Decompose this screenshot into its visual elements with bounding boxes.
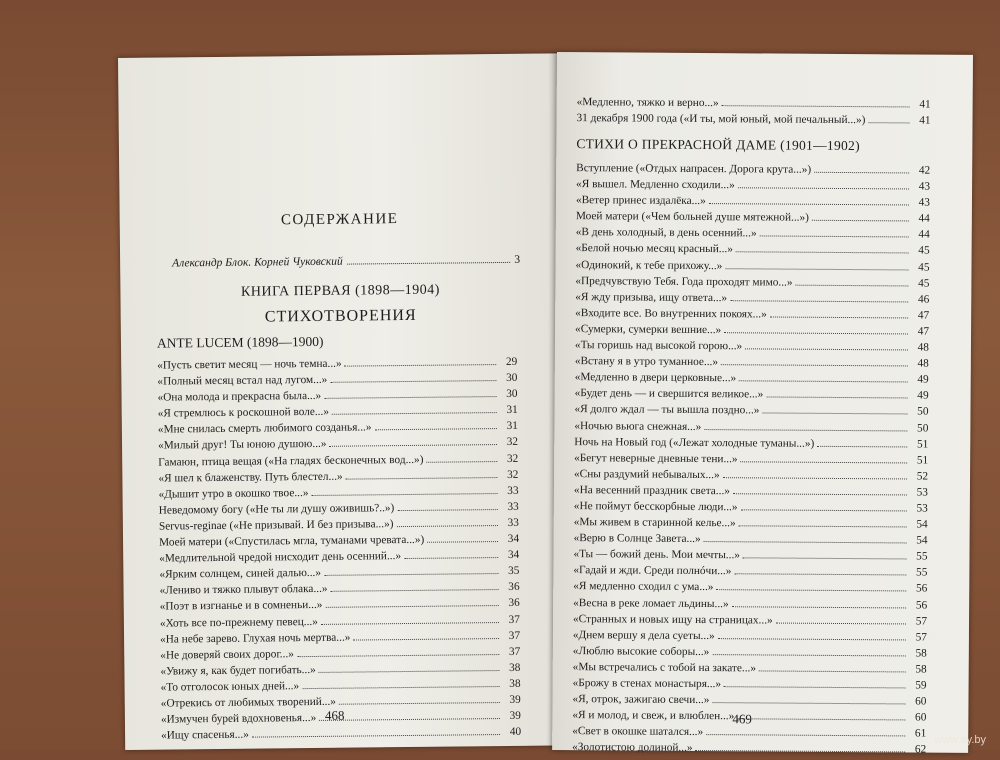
section-title-beautiful-lady: СТИХИ О ПРЕКРАСНОЙ ДАМЕ (1901—1902) (576, 136, 860, 154)
toc-entry-page: 50 (917, 405, 929, 419)
toc-entry-page: 39 (509, 693, 521, 706)
toc-entry-title: «Пусть светит месяц — ночь темна...» (157, 357, 342, 372)
toc-entry-page: 51 (916, 438, 929, 451)
author-entry (172, 254, 520, 270)
dot-leader (704, 429, 907, 431)
toc-entry-page: 34 (507, 532, 520, 545)
toc-entry-title: «Я вышел. Медленно сходили...» (576, 178, 735, 192)
dot-leader (426, 461, 497, 463)
dot-leader (375, 428, 497, 430)
dot-leader (709, 203, 909, 205)
toc-entry-title: «Медленно в двери церковные...» (574, 371, 737, 385)
dot-leader (766, 397, 907, 399)
toc-entry-title: «Верю в Солнце Завета...» (573, 532, 701, 546)
toc-entry-page: 44 (918, 212, 930, 225)
toc-entry-page: 50 (917, 422, 929, 435)
toc-entry-page: 47 (917, 325, 930, 338)
toc-entry-page: 32 (507, 468, 519, 481)
toc-entry-title: «Поэт в изгнанье и в сомненьи...» (159, 599, 323, 613)
toc-entry-title: «Я шел к блаженству. Путь блестел...» (158, 470, 343, 485)
dot-leader (321, 622, 499, 625)
dot-leader (770, 316, 908, 318)
page-number-right: 469 (732, 711, 752, 727)
dot-leader (739, 380, 908, 382)
toc-entry-title: «Я медленно сходил с ума...» (573, 580, 714, 594)
toc-entry-page: 33 (507, 484, 519, 497)
dot-leader (397, 509, 497, 511)
toc-entry-title: «Дышит утро в окошко твое...» (158, 486, 309, 501)
toc-entry-title: 31 декабря 1900 года («И ты, мой юный, мой печальный...») (576, 112, 866, 127)
toc-entry-title: Моей матери («Спустилась мгла, туманами чревата...») (159, 533, 425, 549)
toc-entry-page: 38 (509, 661, 521, 674)
dot-leader (741, 461, 908, 463)
toc-entry-title: «Медленно, тяжко и верно...» (576, 96, 719, 110)
right-top-toc-list (576, 96, 930, 131)
toc-entry-title: «Ты — божий день. Мои мечты...» (573, 548, 740, 562)
toc-entry-title: Servus-reginae («Не призывай. И без призыва...») (158, 518, 394, 533)
dot-leader (868, 122, 909, 123)
toc-entry-page: 58 (915, 663, 927, 676)
dot-leader (347, 262, 511, 265)
toc-entry (576, 112, 930, 131)
dot-leader (730, 300, 908, 302)
toc-entry-title: Ночь на Новый год («Лежат холодные туманы...») (574, 435, 815, 450)
toc-entry-page: 34 (507, 548, 520, 562)
dot-leader (796, 284, 909, 286)
toc-entry-title: «Я жду призыва, ищу ответа...» (575, 290, 728, 304)
toc-entry-page: 36 (508, 581, 520, 594)
toc-entry-title: «Полный месяц встал над лугом...» (157, 373, 328, 388)
toc-entry-page: 45 (918, 261, 930, 274)
toc-entry-page: 57 (915, 631, 927, 644)
dot-leader (324, 573, 498, 576)
toc-entry-title: «Мне снилась смерть любимого созданья...» (157, 421, 372, 436)
toc-entry-title: «Гадай и жди. Среди полнóчи...» (573, 564, 732, 578)
toc-entry-page: 35 (508, 565, 520, 578)
toc-entry-title: «Лениво и тяжко плывут облака...» (159, 583, 328, 597)
toc-entry-page: 37 (508, 629, 521, 642)
dot-leader (722, 105, 910, 107)
dot-leader (759, 670, 906, 672)
toc-entry-page: 38 (509, 677, 521, 690)
watermark: www.ay.by (934, 734, 986, 746)
dot-leader (762, 413, 907, 415)
toc-entry-title: «Ночью вьюга снежная...» (574, 419, 702, 433)
toc-entry-page: 62 (914, 743, 927, 756)
dot-leader (721, 364, 908, 366)
toc-entry-title: «Одинокий, к тебе прихожу...» (575, 258, 723, 272)
toc-entry-title: «Сумерки, сумерки вешние...» (575, 323, 722, 337)
dot-leader (739, 525, 907, 527)
toc-entry (572, 741, 926, 760)
toc-entry-title: «Не поймут бесскорбные люди...» (573, 500, 738, 514)
toc-entry-page: 57 (915, 615, 928, 628)
toc-entry-title: «Весна в реке ломает льдины...» (573, 596, 729, 610)
page-number-left: 468 (324, 707, 345, 723)
toc-entry-page: 44 (918, 228, 930, 241)
toc-entry-title: Гамаюн, птица вещая («На гладях бесконечных вод...») (158, 453, 424, 469)
toc-entry-page: 39 (509, 709, 521, 722)
dot-leader (817, 445, 907, 447)
dot-leader (724, 332, 908, 334)
toc-entry-page: 41 (919, 114, 931, 127)
toc-entry-title: Неведомому богу («Не ты ли душу оживишь?..») (158, 501, 395, 517)
dot-leader (319, 718, 500, 721)
toc-entry-title: «Измучен бурей вдохновенья...» (160, 712, 317, 726)
dot-leader (353, 638, 499, 641)
toc-entry-page: 53 (916, 486, 928, 499)
toc-entry-title: «Не доверяй своих дорог...» (160, 647, 294, 662)
toc-entry-page: 29 (505, 355, 518, 368)
toc-entry-title: «Свет в окошке шатался...» (572, 725, 704, 739)
toc-entry-title: «Встану я в утро туманное...» (574, 355, 719, 369)
dot-leader (329, 445, 497, 448)
dot-leader (725, 268, 908, 270)
dot-leader (776, 622, 906, 624)
toc-entry-title: «Я долго ждал — ты вышла поздно...» (574, 403, 760, 417)
toc-entry-page: 31 (506, 404, 518, 417)
dot-leader (396, 525, 497, 527)
toc-entry-title: «Предчувствую Тебя. Года проходят мимо...» (575, 274, 793, 289)
toc-entry-page: 52 (916, 470, 929, 483)
toc-entry-title: «Ищу спасенья...» (161, 728, 249, 742)
toc-entry-page: 58 (915, 647, 927, 660)
toc-entry-title: «Отрекись от любимых творений...» (160, 695, 337, 710)
toc-entry-page: 32 (506, 452, 519, 465)
toc-entry-page: 56 (915, 582, 928, 596)
right-toc-list (572, 162, 930, 760)
dot-leader (252, 734, 500, 738)
dot-leader (814, 172, 909, 174)
toc-entry-title: «На небе зарево. Глухая ночь мертва...» (160, 631, 351, 646)
dot-leader (324, 396, 496, 399)
toc-entry-title: «На весенний праздник света...» (573, 484, 730, 498)
toc-entry-title: «Я, отрок, зажигаю свечи...» (572, 693, 710, 707)
dot-leader (332, 412, 497, 415)
toc-entry-title: «Люблю высокие соборы...» (572, 644, 710, 658)
toc-entry-page: 33 (507, 500, 519, 513)
toc-entry-page: 37 (508, 613, 520, 626)
toc-entry-page: 41 (919, 98, 931, 111)
dot-leader (345, 364, 497, 367)
toc-entry-page: 30 (506, 388, 518, 401)
toc-entry-title: «Входите все. Во внутренних покоях...» (575, 306, 767, 321)
toc-entry-title: «Днем вершу я дела суеты...» (572, 628, 715, 642)
dot-leader (704, 541, 907, 543)
toc-entry-page: 48 (917, 341, 929, 354)
dot-leader (297, 654, 499, 657)
toc-entry-page: 54 (916, 518, 928, 531)
dot-leader (712, 654, 906, 656)
toc-entry-title: «Будет день — и свершится великое...» (574, 387, 764, 401)
right-page (552, 52, 973, 756)
toc-entry-page: 40 (509, 725, 522, 739)
toc-entry-page: 32 (506, 436, 519, 449)
toc-entry-title: «Ветер принес издалёка...» (575, 194, 706, 208)
toc-entry-page: 54 (916, 534, 928, 547)
left-toc-list (157, 356, 521, 746)
toc-entry-title: «Странных и новых ищу на страницах...» (573, 612, 773, 627)
toc-entry-title: «Я и молод, и свеж, и влюблен...» (572, 709, 735, 723)
toc-entry-page: 45 (918, 277, 930, 290)
toc-entry-page: 55 (916, 566, 928, 579)
toc-entry-page: 60 (915, 695, 927, 708)
toc-entry-title: «Я стремлюсь к роскошной воле...» (157, 406, 330, 420)
toc-entry-page: 43 (918, 180, 931, 193)
dot-leader (743, 558, 907, 560)
dot-leader (696, 750, 906, 752)
toc-entry-title: «Мы живем в старинной келье...» (573, 516, 736, 530)
dot-leader (427, 541, 498, 543)
dot-leader (330, 380, 496, 383)
dot-leader (738, 187, 909, 189)
toc-entry-page: 59 (915, 679, 927, 692)
toc-entry-title: «В день холодный, в день осенний...» (575, 226, 757, 240)
left-page (118, 53, 565, 750)
book-title: КНИГА ПЕРВАЯ (1898—1904) (240, 282, 440, 300)
author-entry-page: 3 (514, 253, 521, 266)
toc-entry-title: «Сны раздумий небывалых...» (574, 467, 720, 481)
toc-entry-title: «Ярким солнцем, синей далью...» (159, 567, 322, 581)
toc-entry-page: 31 (506, 420, 518, 433)
dot-leader (706, 734, 905, 736)
toc-entry-title: «Золотистою долиной...» (572, 741, 693, 755)
dot-leader (737, 718, 905, 720)
dot-leader (812, 220, 909, 222)
toc-entry-title: «Мы встречались с тобой на закате...» (572, 661, 757, 675)
dot-leader (404, 557, 498, 559)
toc-entry-page: 49 (917, 373, 929, 386)
section-title-ante-lucem: ANTE LUCEM (1898—1900) (156, 333, 324, 351)
toc-entry-title: «Она молода и прекрасна была...» (157, 390, 322, 404)
toc-entry-page: 36 (508, 597, 520, 610)
dot-leader (716, 590, 906, 592)
toc-entry-page: 37 (508, 645, 521, 658)
author-entry-text: Александр Блок. Корней Чуковский (172, 255, 343, 270)
dot-leader (712, 702, 905, 704)
toc-entry-page: 46 (917, 293, 930, 306)
dot-leader (339, 702, 500, 705)
contents-heading: СОДЕРЖАНИЕ (280, 211, 399, 229)
dot-leader (718, 638, 906, 640)
poems-title: СТИХОТВОРЕНИЯ (264, 306, 417, 326)
dot-leader (346, 477, 498, 480)
toc-entry-page: 55 (916, 550, 928, 563)
toc-entry-page: 30 (506, 371, 518, 385)
toc-entry-title: «Хоть все по-прежнему певец...» (159, 615, 318, 630)
toc-entry-page: 53 (916, 502, 928, 515)
dot-leader (745, 348, 908, 350)
dot-leader (325, 605, 498, 608)
toc-entry-page: 45 (918, 244, 930, 258)
toc-entry-page: 49 (917, 389, 929, 402)
toc-entry-title: «Медлительной чредой нисходит день осенний...» (159, 550, 402, 565)
dot-leader (733, 493, 907, 495)
toc-entry (161, 726, 521, 746)
dot-leader (331, 589, 499, 592)
toc-entry-title: «Увижу я, как будет погибать...» (160, 663, 316, 678)
toc-entry-page: 47 (917, 309, 930, 322)
toc-entry-page: 43 (918, 196, 930, 209)
dot-leader (311, 493, 497, 496)
dot-leader (734, 574, 906, 576)
toc-entry-page: 42 (918, 164, 931, 177)
toc-entry-page: 60 (915, 711, 927, 724)
dot-leader (724, 686, 906, 688)
toc-entry-page: 61 (914, 727, 927, 740)
toc-entry-title: Вступление («Отдых напрасен. Дорога крута...») (576, 162, 812, 176)
toc-entry-page: 51 (916, 454, 929, 467)
dot-leader (760, 236, 909, 238)
dot-leader (723, 477, 907, 479)
toc-entry-title: «Бегут неверные дневные тени...» (574, 451, 738, 465)
dot-leader (732, 606, 906, 608)
toc-entry-page: 56 (915, 599, 928, 612)
toc-entry-title: Моей матери («Чем больней душе мятежной...») (575, 210, 809, 225)
dot-leader (741, 509, 907, 511)
dot-leader (319, 670, 500, 673)
toc-entry-page: 48 (917, 357, 929, 370)
toc-entry-title: «Милый друг! Ты юною душою...» (158, 438, 327, 453)
toc-entry-title: «Ты горишь над высокой горою...» (574, 339, 743, 353)
dot-leader (736, 252, 909, 254)
toc-entry-title: «Брожу в стенах монастыря...» (572, 677, 722, 691)
toc-entry-title: «Белой ночью месяц красный...» (575, 242, 733, 256)
dot-leader (302, 686, 499, 689)
toc-entry-page: 33 (507, 516, 519, 529)
toc-entry-title: «То отголосок юных дней...» (160, 680, 300, 694)
